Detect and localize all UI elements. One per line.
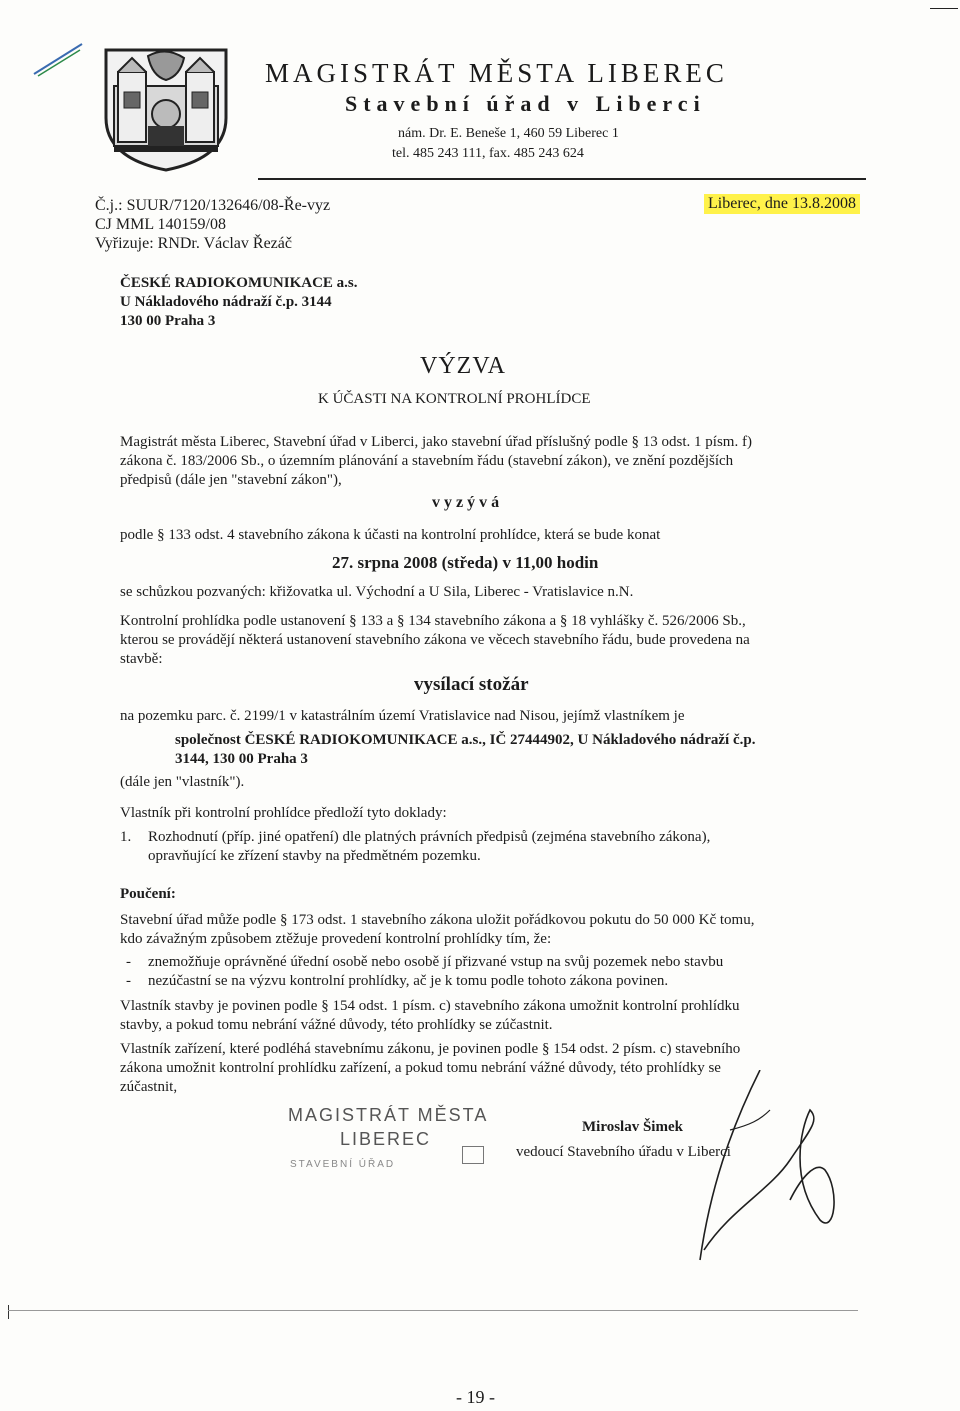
- bottom-rule: [8, 1310, 858, 1311]
- owner-line-3: (dále jen "vlastník").: [120, 774, 245, 790]
- corner-mark: [930, 8, 958, 9]
- intro-line-1: Magistrát města Liberec, Stavební úřad v Liberci, jako stavební úřad příslušný podle § 13 odst. 1 písm. f): [120, 434, 752, 450]
- reference-number: Č.j.: SUUR/7120/132646/08-Ře-vyz: [95, 197, 331, 214]
- bullet-dash-2: -: [126, 973, 131, 989]
- office-phone: tel. 485 243 111, fax. 485 243 624: [392, 146, 584, 161]
- recipient-city: 130 00 Praha 3: [120, 313, 216, 329]
- owner-line-1: společnost ČESKÉ RADIOKOMUNIKACE a.s., IČ 27444902, U Nákladového nádraží č.p.: [175, 732, 756, 748]
- paragraph-133: podle § 133 odst. 4 stavebního zákona k účasti na kontrolní prohlídce, která se bude konat: [120, 527, 661, 543]
- doc-1-line-1: Rozhodnutí (příp. jiné opatření) dle platných právních předpisů (zejména stavebního zákona),: [148, 829, 711, 845]
- bullet-1: znemožňuje oprávněné úřední osobě nebo osobě jí přizvané vstup na svůj pozemek nebo stavbu: [148, 954, 724, 970]
- stamp-line-1: MAGISTRÁT MĚSTA: [288, 1105, 489, 1125]
- inspection-line-2: kterou se provádějí některá ustanovení stavebního zákona ve věcech stavebního řádu, bude provedena na: [120, 632, 750, 648]
- signatory-name: Miroslav Šimek: [582, 1119, 683, 1135]
- recipient-name: ČESKÉ RADIOKOMUNIKACE a.s.: [120, 275, 358, 291]
- owner-line-2: 3144, 130 00 Praha 3: [175, 751, 308, 767]
- owner-duty-line-2: stavby, a pokud tomu nebrání vážné důvody, této prohlídky se zúčastnit.: [120, 1017, 553, 1033]
- reference-number-2: CJ MML 140159/08: [95, 216, 226, 233]
- equipment-duty-line-3: zúčastnit,: [120, 1079, 178, 1095]
- equipment-duty-line-1: Vlastník zařízení, které podléhá stavebnímu zákonu, je povinen podle § 154 odst. 2 písm. c) stavebního: [120, 1041, 741, 1057]
- instruction-line-2: kdo závažným způsobem ztěžuje provedení kontrolní prohlídky tím, že:: [120, 931, 552, 947]
- signatory-role: vedoucí Stavebního úřadu v Liberci: [516, 1144, 731, 1160]
- meeting-place: se schůzkou pozvaných: křižovatka ul. Východní a U Sila, Liberec - Vratislavice n.N.: [120, 584, 634, 600]
- document-title: VÝZVA: [420, 353, 506, 379]
- inspection-datetime: 27. srpna 2008 (středa) v 11,00 hodin: [332, 553, 599, 572]
- inspection-line-3: stavbě:: [120, 651, 163, 667]
- page-number: - 19 -: [456, 1387, 495, 1407]
- handwritten-signature: [690, 1070, 870, 1270]
- office-title: MAGISTRÁT MĚSTA LIBEREC: [265, 58, 728, 88]
- vyzyva-word: v y z ý v á: [432, 494, 500, 511]
- margin-mark: [8, 1305, 9, 1319]
- equipment-duty-line-2: zákona umožnit kontrolní prohlídku zařízení, a pokud tomu nebrání vážné důvody, této prohlídky se: [120, 1060, 721, 1076]
- owner-duty-line-1: Vlastník stavby je povinen podle § 154 odst. 1 písm. c) stavebního zákona umožnit kontrolní prohlídku: [120, 998, 740, 1014]
- coat-of-arms-logo: [96, 46, 236, 172]
- instruction-line-1: Stavební úřad může podle § 173 odst. 1 stavebního zákona uložit pořádkovou pokutu do 50 000 Kč tomu,: [120, 912, 755, 928]
- instruction-heading: Poučení:: [120, 886, 176, 902]
- documents-intro: Vlastník při kontrolní prohlídce předloží tyto doklady:: [120, 805, 447, 821]
- office-address: nám. Dr. E. Beneše 1, 460 59 Liberec 1: [398, 126, 619, 141]
- intro-line-2: zákona č. 183/2006 Sb., o územním plánování a stavebním řádu (stavební zákon), ve znění pozdějších: [120, 453, 734, 469]
- doc-1-number: 1.: [120, 829, 132, 845]
- stamp-number-box: [462, 1146, 484, 1164]
- construction-name: vysílací stožár: [414, 674, 529, 695]
- bullet-dash-1: -: [126, 954, 131, 970]
- intro-line-3: předpisů (dále jen "stavební zákon"),: [120, 472, 342, 488]
- document-date: Liberec, dne 13.8.2008: [704, 194, 860, 214]
- bullet-2: nezúčastní se na výzvu kontrolní prohlídky, ač je k tomu podle tohoto zákona povinen.: [148, 973, 669, 989]
- pen-mark: [26, 40, 27, 41]
- inspection-line-1: Kontrolní prohlídka podle ustanovení § 133 a § 134 stavebního zákona a § 18 vyhlášky č. 526/2006 Sb.,: [120, 613, 746, 629]
- stamp-line-2: LIBEREC: [340, 1129, 432, 1149]
- office-subtitle: Stavební úřad v Liberci: [345, 91, 706, 116]
- document-subtitle: K ÚČASTI NA KONTROLNÍ PROHLÍDCE: [318, 391, 591, 407]
- stamp-line-3: STAVEBNÍ ÚŘAD: [290, 1159, 396, 1170]
- recipient-street: U Nákladového nádraží č.p. 3144: [120, 294, 332, 310]
- parcel-line: na pozemku parc. č. 2199/1 v katastrálním území Vratislavice nad Nisou, jejímž vlastníkem je: [120, 708, 685, 724]
- handled-by: Vyřizuje: RNDr. Václav Řezáč: [95, 235, 292, 252]
- doc-1-line-2: opravňující ke zřízení stavby na předmětném pozemku.: [148, 848, 481, 864]
- header-rule: [258, 178, 866, 180]
